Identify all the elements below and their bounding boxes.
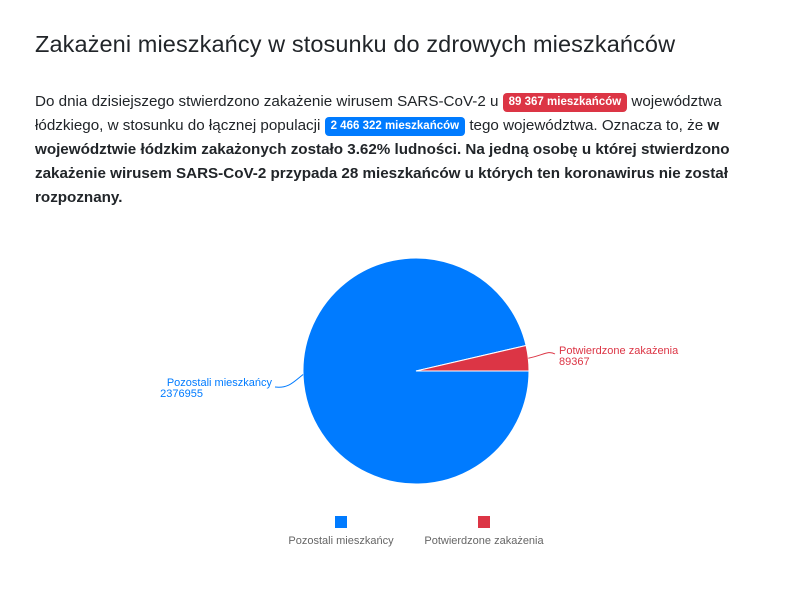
pie-label-healthy-name: Pozostali mieszkańcy — [166, 377, 272, 389]
leader-line-infected — [528, 353, 555, 359]
summary-bold-text: w województwie łódzkim zakażonych zostało 3.62% ludności. Na jedną osobę u której stwierdzono zakażenie wirusem SARS-CoV-2 przypada 28 mieszkańców u których ten koronawirus nie został rozpoznany. — [35, 117, 730, 206]
summary-text-3: tego województwa. Oznacza to, że — [465, 117, 708, 134]
legend-label-infected: Potwierdzone zakażenia — [424, 535, 544, 547]
leader-line-healthy — [275, 375, 303, 388]
page-title: Zakażeni mieszkańcy w stosunku do zdrowych mieszkańców — [35, 31, 676, 57]
summary-text-2: województwa łódzkiego, w stosunku do łącznej populacji — [35, 93, 722, 134]
infected-count-badge: 89 367 mieszkańców — [503, 93, 628, 112]
pie-label-healthy-value: 2376955 — [160, 388, 203, 400]
pie-label-infected-value: 89367 — [559, 356, 590, 368]
summary-text-1: Do dnia dzisiejszego stwierdzono zakażenie wirusem SARS-CoV-2 u — [35, 93, 503, 110]
chart-legend — [0, 514, 811, 554]
legend-swatch-infected — [478, 516, 490, 528]
legend-swatch-healthy — [335, 516, 347, 528]
pie-label-infected-name: Potwierdzone zakażenia — [559, 345, 679, 357]
legend-item-infected[interactable] — [394, 514, 574, 547]
legend-label-healthy: Pozostali mieszkańcy — [288, 535, 394, 547]
population-badge: 2 466 322 mieszkańców — [325, 117, 466, 136]
